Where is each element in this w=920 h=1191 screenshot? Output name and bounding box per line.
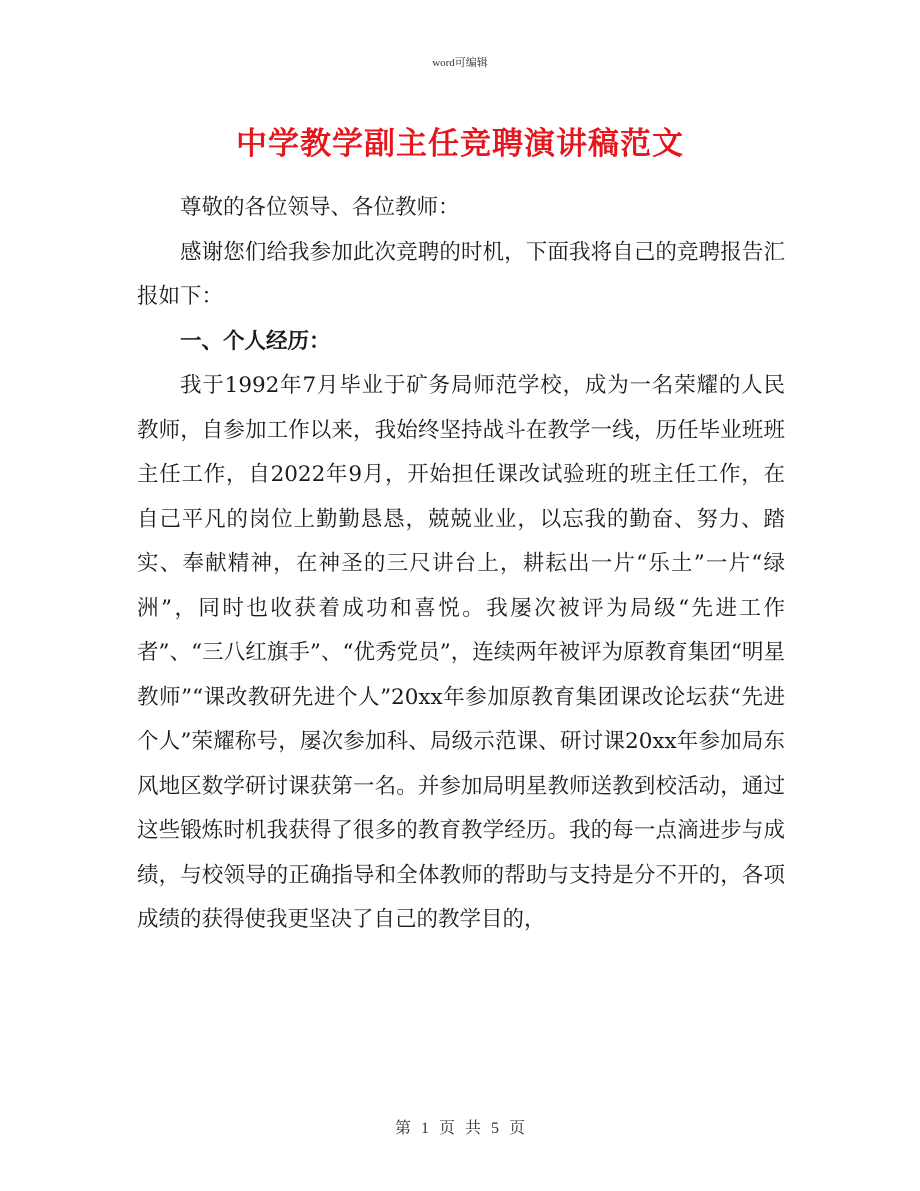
salutation-paragraph: 尊敬的各位领导、各位教师： <box>180 195 460 220</box>
document-body <box>137 186 785 943</box>
experience-paragraph: 我于1992年7月毕业于矿务局师范学校，成为一名荣耀的人民教师，自参加工作以来，我始终坚持战斗在教学一线，历任毕业班班主任工作，自2022年9月，开始担任课改试验班的班主任工作，在自己平凡的岗位上勤勤恳恳，兢兢业业，以忘我的勤奋、努力、踏实、奉献精神，在神圣的三尺讲台上，耕耘出一片“乐土”一片“绿洲”，同时也收获着成功和喜悦。我屡次被评为局级“先进工作者”、“三八红旗手”、“优秀党员”，连续两年被评为原教育集团“明星教师”“课改教研先进个人”20xx年参加原教育集团课改论坛获“先进个人”荣耀称号，屡次参加科、局级示范课、研讨课20xx年参加局东风地区数学研讨课获第一名。并参加局明星教师送教到校活动，通过这些锻炼时机我获得了很多的教育教学经历。我的每一点滴进步与成绩，与校领导的正确指导和全体教师的帮助与支持是分不开的，各项成绩的获得使我更坚决了自己的教学目的， <box>137 373 785 932</box>
page-header: word可编辑 <box>432 57 488 69</box>
document-title: 中学教学副主任竞聘演讲稿范文 <box>236 126 684 162</box>
intro-paragraph: 感谢您们给我参加此次竞聘的时机，下面我将自己的竞聘报告汇报如下： <box>137 239 785 309</box>
page-footer: 第 1 页 共 5 页 <box>394 1120 525 1137</box>
section-heading-personal-experience: 一、个人经历： <box>180 328 331 354</box>
